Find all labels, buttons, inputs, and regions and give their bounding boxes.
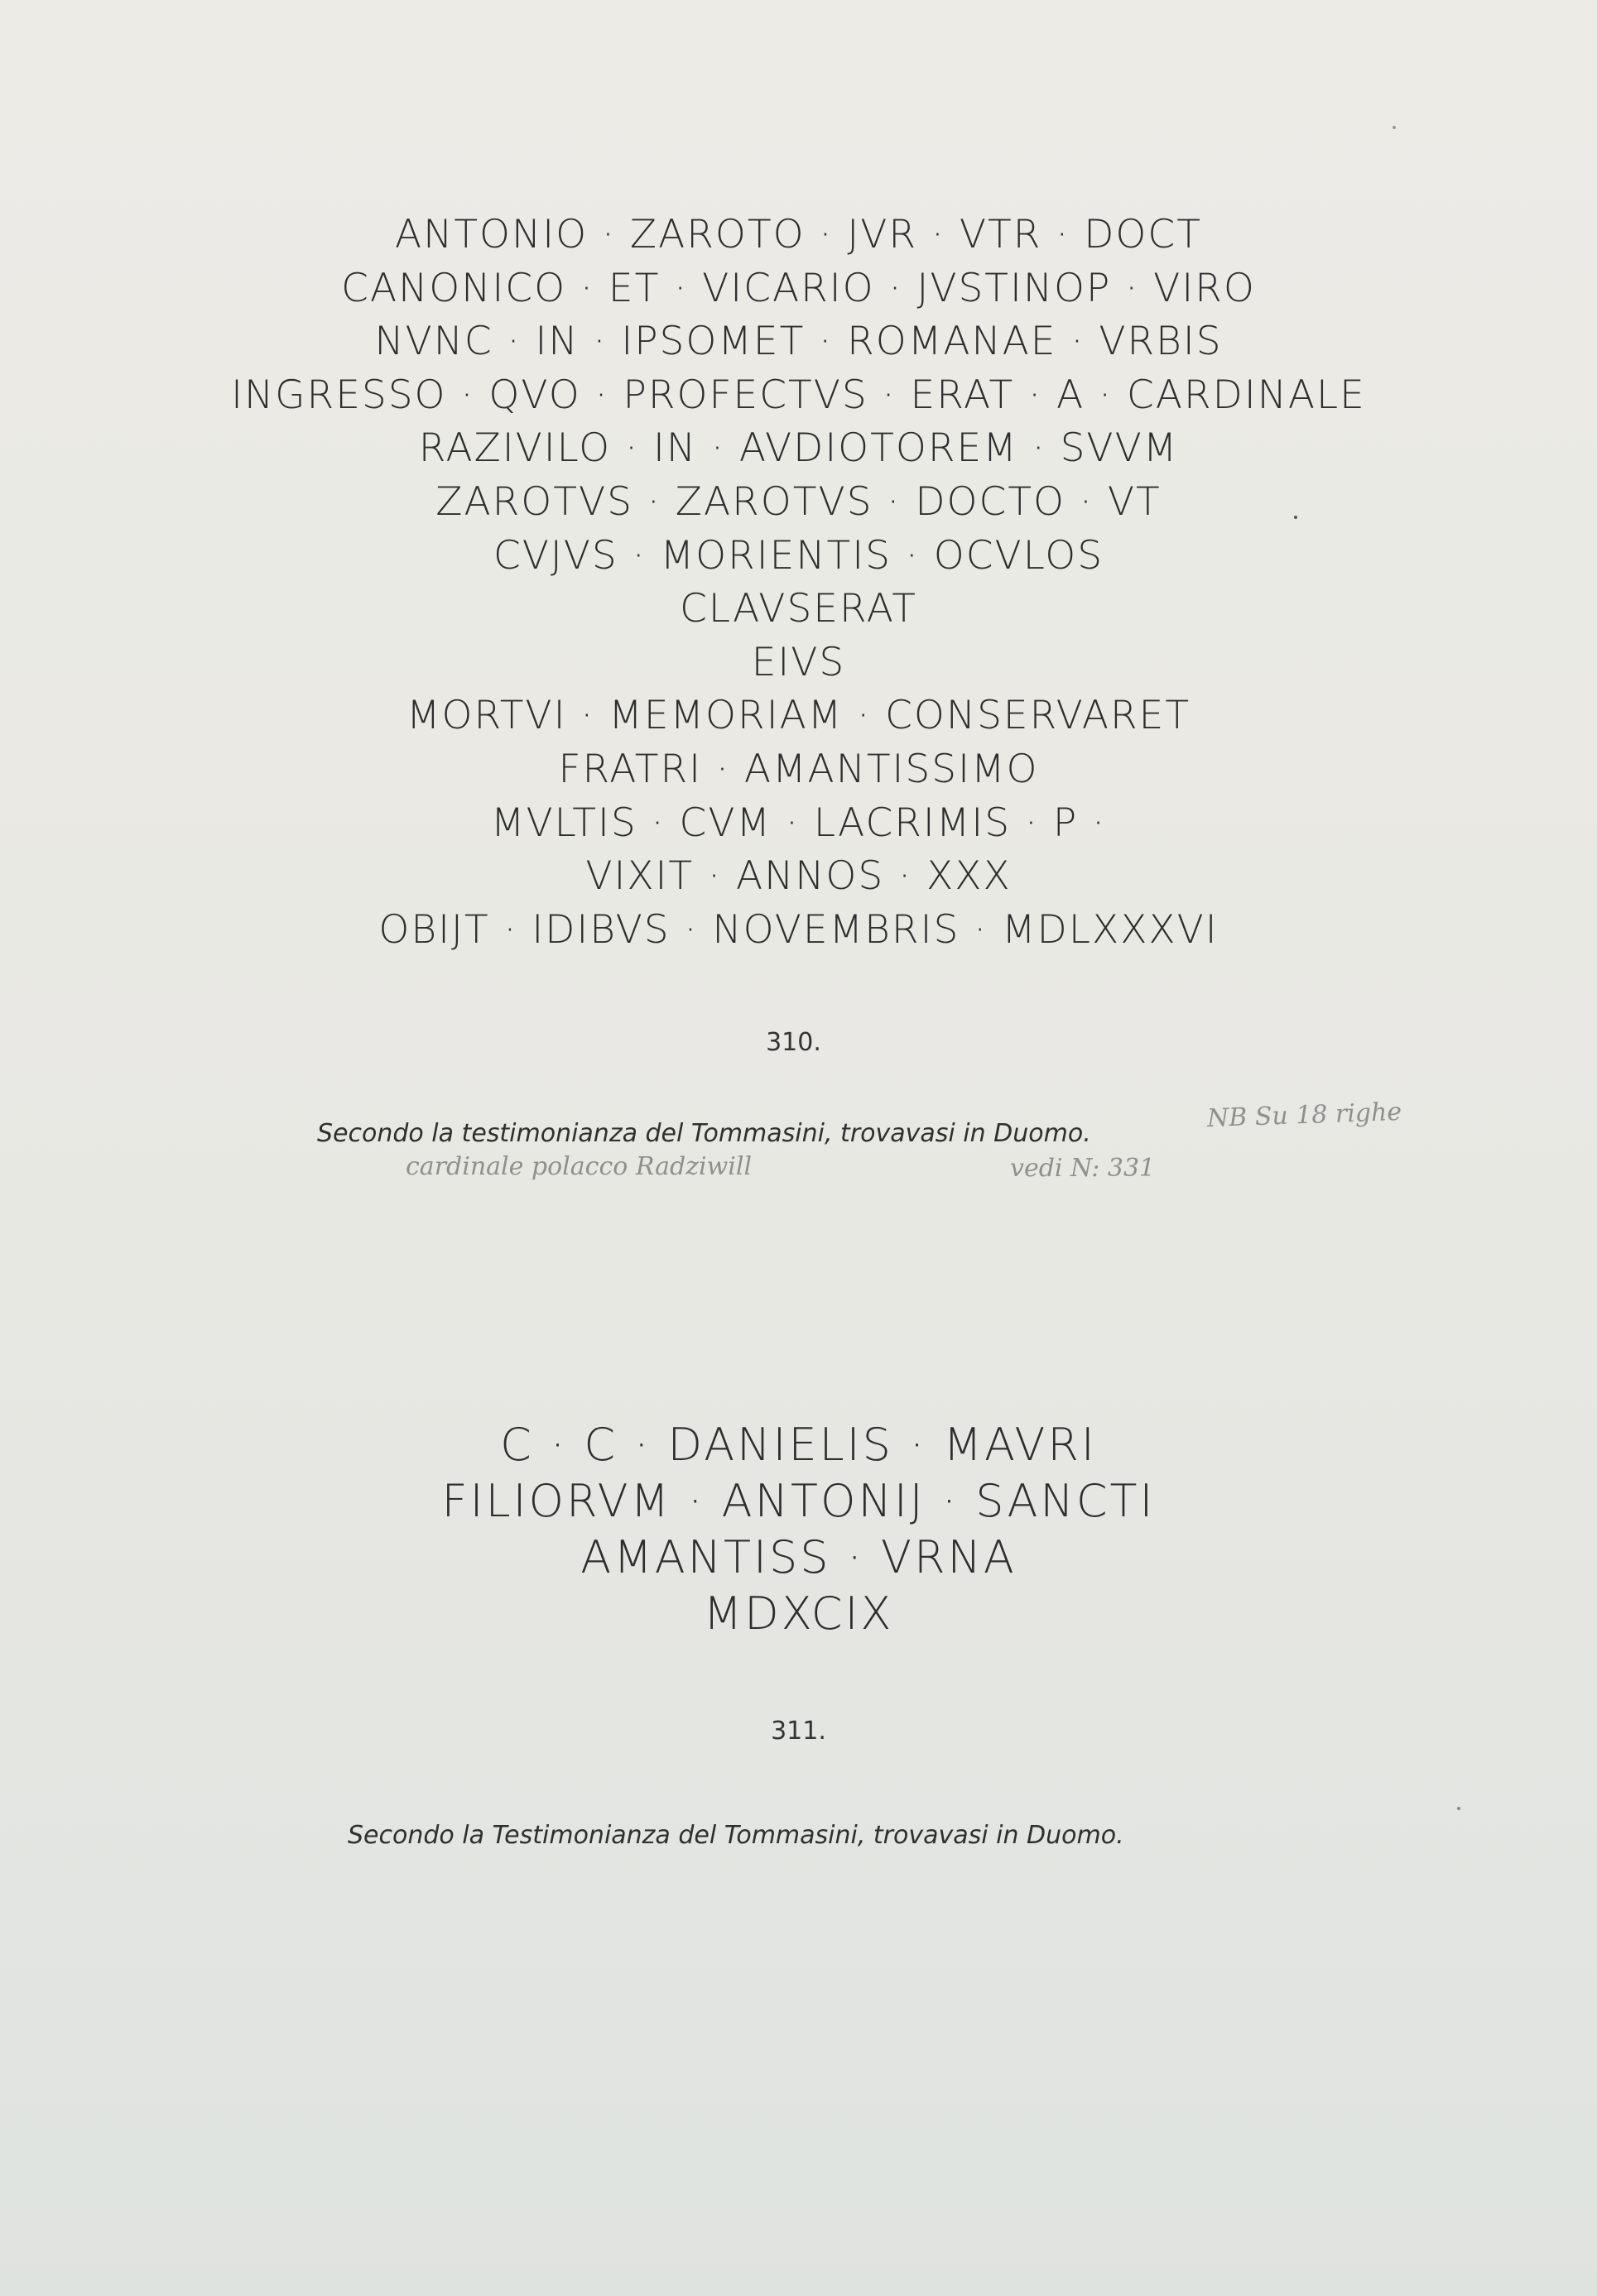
ink-speck: [1294, 516, 1297, 519]
inscription-number-311: 311.: [771, 1717, 826, 1746]
inscription-310: [0, 209, 1597, 957]
inscription-number-310: 310.: [766, 1028, 821, 1057]
ink-speck: [1457, 1807, 1460, 1810]
handwritten-annotation-see-also: vedi N: 331: [1010, 1154, 1156, 1183]
inscription-line: ZAROTVS · ZAROTVS · DOCTO · VT: [435, 478, 1162, 525]
inscription-line: EIVS: [751, 639, 846, 685]
inscription-line: FRATRI · AMANTISSIMO: [558, 746, 1039, 792]
inscription-line: RAZIVILO · IN · AVDIOTOREM · SVVM: [418, 425, 1179, 472]
inscription-line: C · C · DANIELIS · MAVRI: [500, 1419, 1097, 1471]
provenance-note-310: Secondo la testimonianza del Tommasini, trovavasi in Duomo.: [317, 1119, 1091, 1148]
inscription-line: AMANTISS · VRNA: [580, 1531, 1017, 1583]
provenance-note-311: Secondo la Testimonianza del Tommasini, trovavasi in Duomo.: [348, 1821, 1124, 1850]
inscription-line: INGRESSO · QVO · PROFECTVS · ERAT · A · CARDINALE: [231, 372, 1366, 418]
inscription-line: FILIORVM · ANTONIJ · SANCTI: [441, 1475, 1156, 1527]
handwritten-annotation-nb: NB Su 18 righe: [1206, 1097, 1402, 1134]
inscription-line: OBIJT · IDIBVS · NOVEMBRIS · MDLXXXVI: [378, 906, 1219, 953]
handwritten-annotation-cardinal: cardinale polacco Radziwill: [406, 1152, 753, 1181]
inscription-line: ANTONIO · ZAROTO · JVR · VTR · DOCT: [395, 212, 1202, 257]
inscription-line: MORTVI · MEMORIAM · CONSERVARET: [406, 693, 1191, 739]
inscription-line: CVJVS · MORIENTIS · OCVLOS: [493, 532, 1104, 579]
inscription-line: NVNC · IN · IPSOMET · ROMANAE · VRBIS: [374, 319, 1223, 365]
inscription-line: MVLTIS · CVM · LACRIMIS · P ·: [490, 800, 1107, 846]
inscription-311: [0, 1417, 1597, 1642]
inscription-line: CANONICO · ET · VICARIO · JVSTINOP · VIRO: [341, 265, 1256, 311]
inscription-line: CLAVSERAT: [680, 586, 917, 632]
ink-speck: [1393, 126, 1396, 129]
inscription-line: MDXCIX: [703, 1588, 894, 1640]
inscription-line: VIXIT · ANNOS · XXX: [585, 853, 1012, 900]
